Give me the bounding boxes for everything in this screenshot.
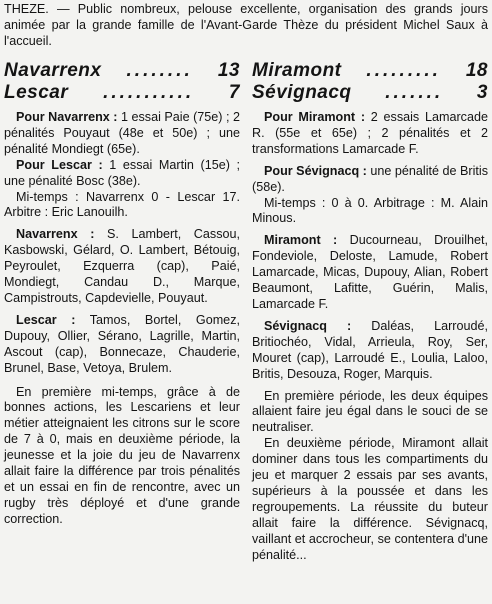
match-report: En première mi-temps, grâce à de bonnes actions, les Lescariens et leur métier atteignaient les citrons sur le score de 7 à 0, mais en deuxième période, la jeunesse et la joie du jeu de Navarrenx allait faire la différence par trois pénalités et un essai en fin de rencontre, avec un rugby très déployé et d'une grande correction. [4,384,240,526]
team-name: Lescar [4,82,69,103]
scorers-home: Pour Miramont : 2 essais Lamarcade R. (55e et 65e) ; 2 pénalités et 2 transformations Lamarcade F. [252,110,488,156]
halftime-referee: Mi-temps : Navarrenx 0 - Lescar 17. Arbitre : Eric Lanouilh. [4,189,240,220]
lineup-away: Sévignacq : Daléas, Larroudé, Britiochéo, Vidal, Arrieula, Roy, Ser, Mouret (cap), Larroudé E., Loulia, Laloo, Britis, Desouza, Roger, Marquis. [252,318,488,381]
dot-leader: ........ [126,60,193,81]
team-score: 13 [217,60,240,81]
team-name: Sévignacq [252,82,352,103]
team-score: 18 [465,60,488,81]
score-line-away [252,82,488,104]
dot-leader: ......... [366,60,441,81]
scorers-home: Pour Navarrenx : 1 essai Paie (75e) ; 2 pénalités Pouyaut (48e et 50e) ; une pénalité Mondiegt (65e). [4,110,241,156]
scorers-away: Pour Sévignacq : une pénalité de Britis (58e). [252,163,488,194]
scorers-away: Pour Lescar : 1 essai Martin (15e) ; une pénalité Bosc (38e). [4,157,240,188]
column-match-2 [252,60,488,563]
column-match-1 [4,60,240,528]
dot-leader: ........... [103,82,195,103]
intro-paragraph [4,2,488,50]
score-line-away [4,82,240,104]
team-score: 3 [476,82,488,103]
halftime-referee: Mi-temps : 0 à 0. Arbitrage : M. Alain Minous. [252,195,488,226]
lineup-away: Lescar : Tamos, Bortel, Gomez, Dupouy, Ollier, Sérano, Lagrille, Martin, Ascout (cap), Bonnecaze, Chauderie, Brunel, Base, Vetoya, Brulem. [4,312,240,375]
lineup-home: Navarrenx : S. Lambert, Cassou, Kasbowski, Gélard, O. Lambert, Bétouig, Peyroulet, Ezquerra (cap), Paié, Mondiegt, Candau D., Marque, Campistrouts, Capdevielle, Pouyaut. [4,227,240,305]
score-line-home [252,60,488,82]
score-line-home [4,60,240,82]
team-name: Navarrenx [4,60,102,81]
match-report-first-half: En première période, les deux équipes allaient faire jeu égal dans le souci de se neutraliser. [252,388,488,435]
match-report-second-half: En deuxième période, Miramont allait dominer dans tous les compartiments du jeu et marquer 2 essais par ses avants, supérieurs à la poussée et dans les regroupements. La réussite du buteur allait faire la différence. Sévignacq, vaillant et accrocheur, se contentera d'une pénalité... [252,436,488,562]
lineup-home: Miramont : Ducourneau, Drouilhet, Fondeviole, Deloste, Lamude, Robert Lamarcade, Micas, Dupouy, Alian, Robert Beaumont, Lafitte, Guérin, Malis, Lamarcade F. [252,233,488,311]
intro-text: — Public nombreux, pelouse excellente, organisation des grands jours animée par la grande famille de l'Avant-Garde Thèze du président Michel Saux à l'accueil. [4,2,488,48]
team-name: Miramont [252,60,342,81]
intro-place: THEZE. [4,2,49,16]
team-score: 7 [228,82,240,103]
dot-leader: ....... [385,82,444,103]
